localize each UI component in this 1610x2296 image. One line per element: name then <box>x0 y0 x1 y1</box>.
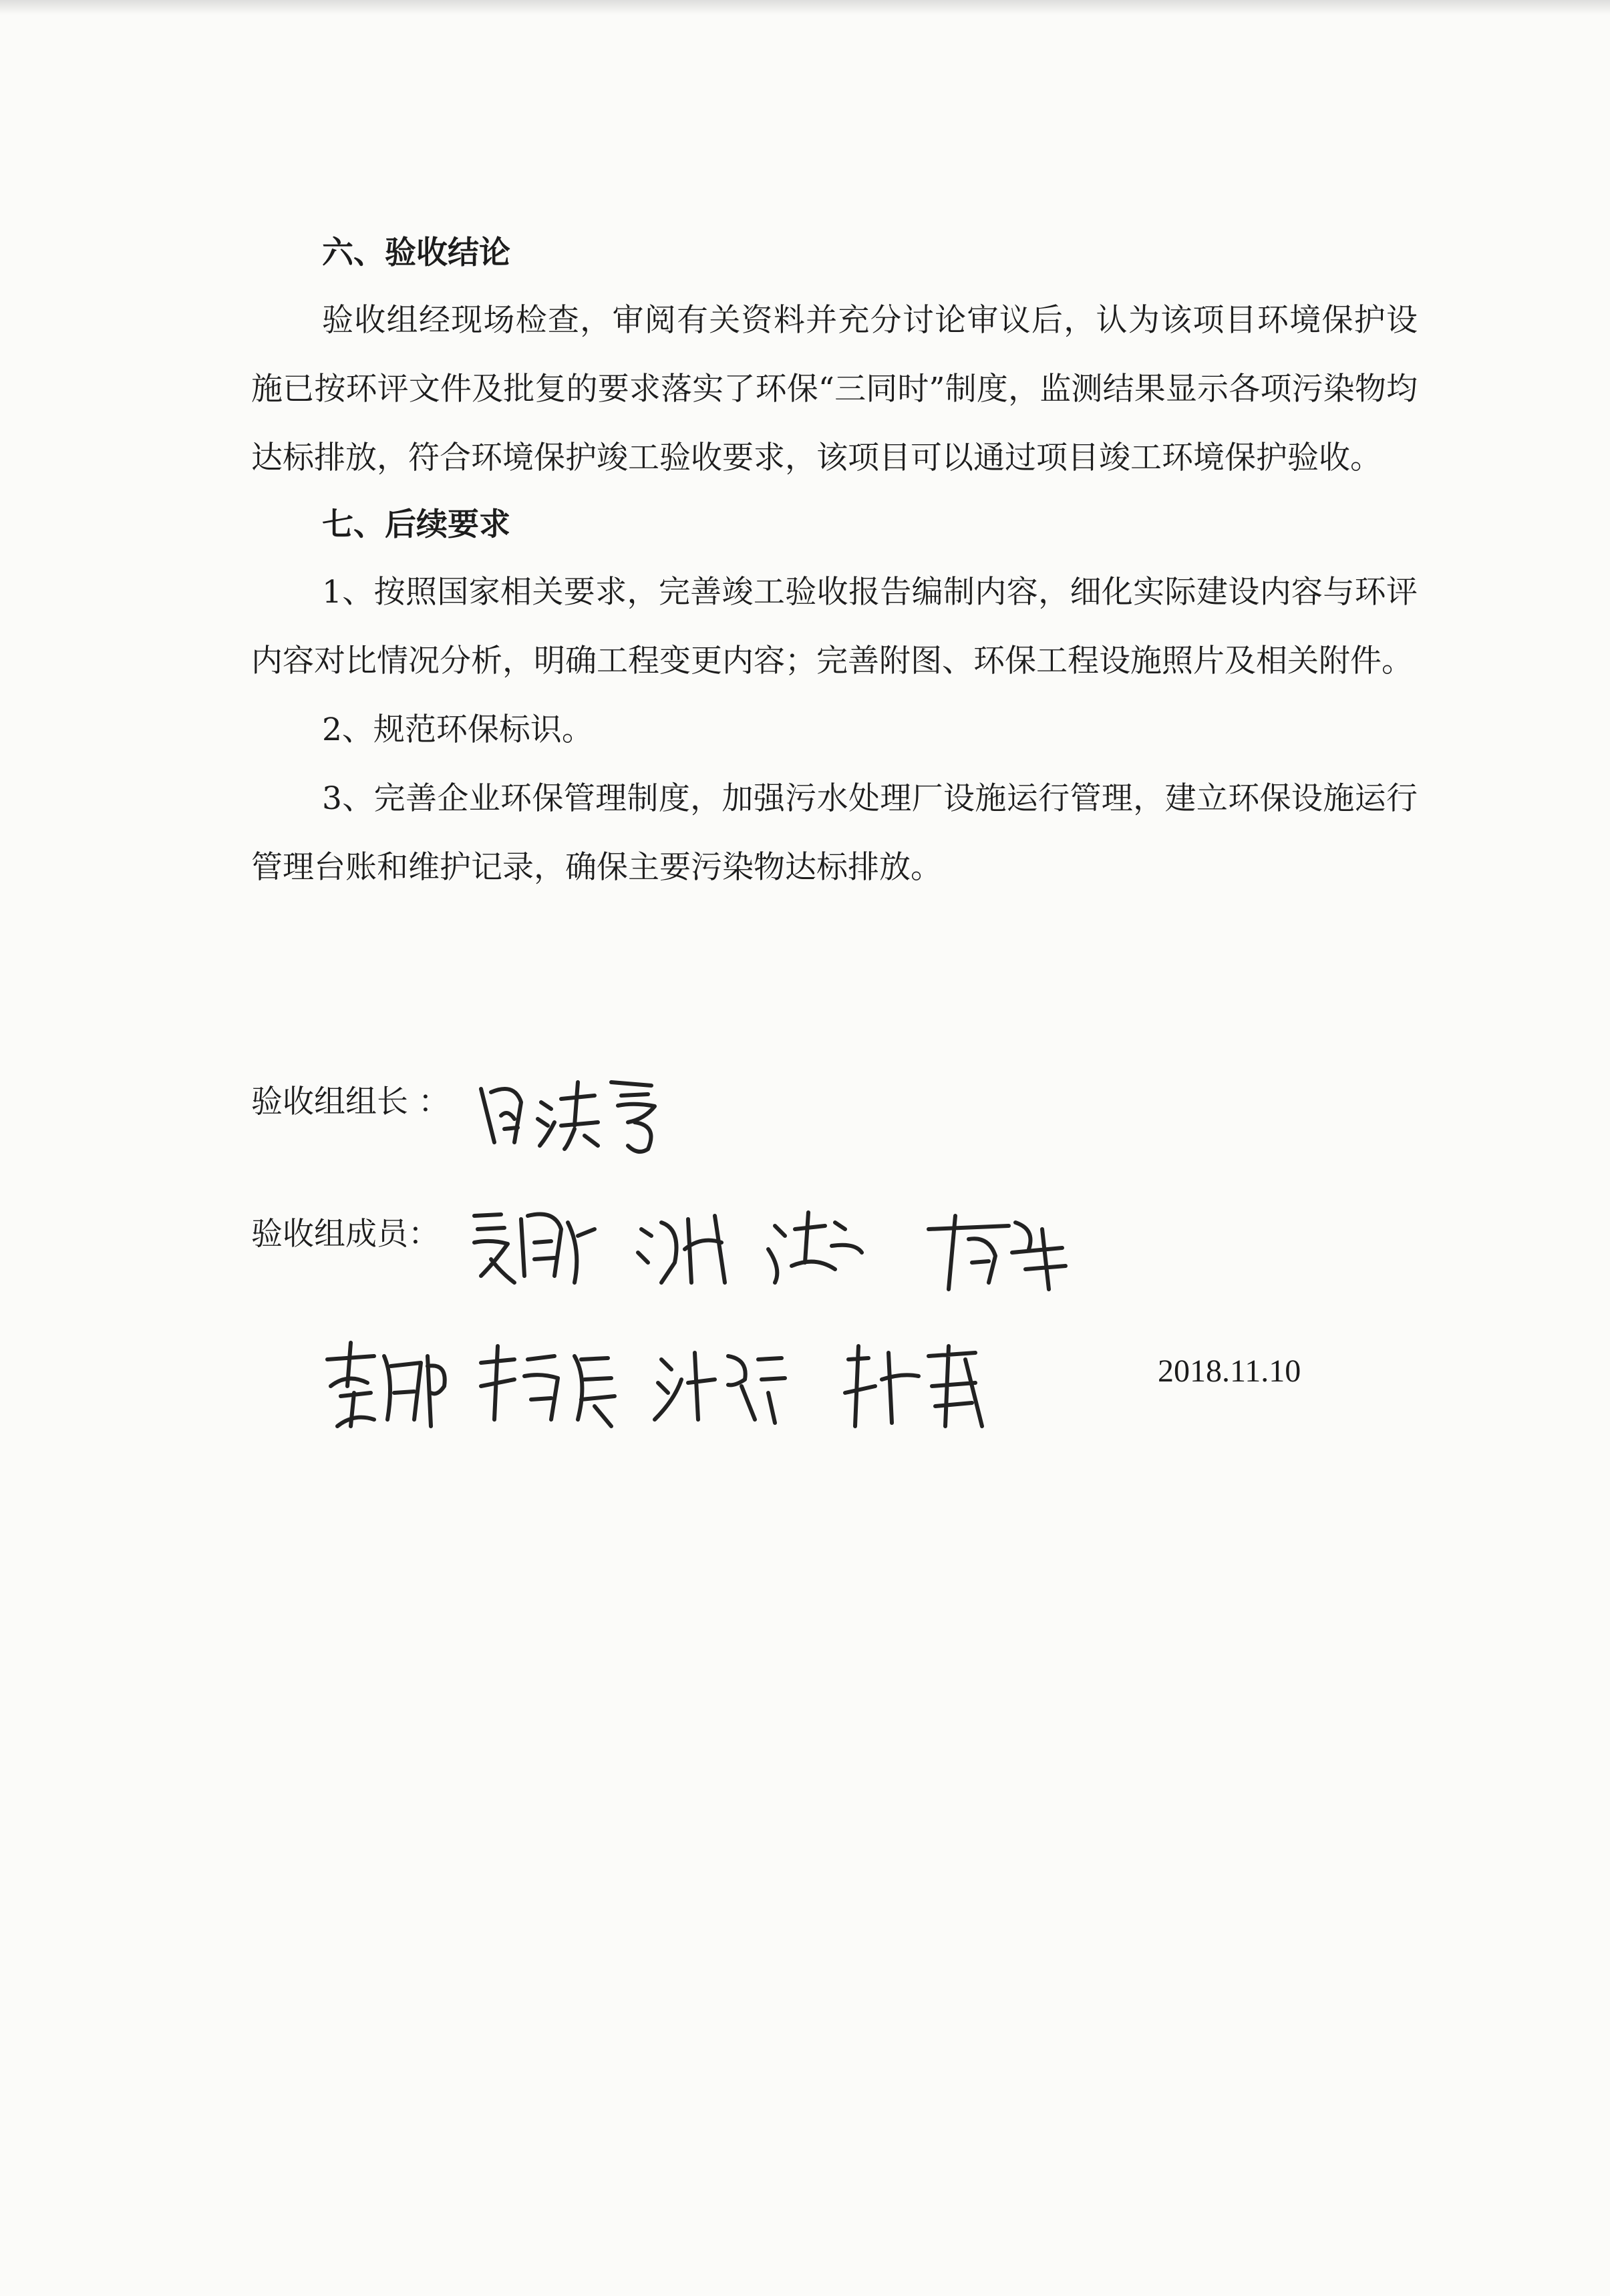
members-label: 验收组成员： <box>251 1216 440 1253</box>
followup-item-1: 1、按照国家相关要求，完善竣工验收报告编制内容，细化实际建设内容与环评内容对比情况分析，明确工程变更内容；完善附图、环保工程设施照片及相关附件。 <box>251 574 1418 679</box>
leader-label: 验收组组长 ： <box>251 1084 450 1120</box>
members-signatures-row1 <box>461 1189 1129 1309</box>
section-heading-followup: 七、后续要求 <box>322 506 510 543</box>
document-body <box>251 220 1418 902</box>
followup-item-3: 3、完善企业环保管理制度，加强污水处理厂设施运行管理，建立环保设施运行管理台账和维护记录，确保主要污染物达标排放。 <box>251 780 1418 886</box>
section-heading-conclusion: 六、验收结论 <box>322 234 510 271</box>
document-date: 2018.11.10 <box>1158 1353 1301 1389</box>
conclusion-paragraph: 验收组经现场检查，审阅有关资料并充分讨论审议后，认为该项目环境保护设施已按环评文件及批复的要求落实了环保“三同时”制度，监测结果显示各项污染物均达标排放，符合环境保护竣工验收要求，该项目可以通过项目竣工环境保护验收。 <box>251 302 1418 476</box>
leader-signature <box>468 1062 668 1162</box>
members-signatures-row2 <box>314 1326 1035 1440</box>
followup-item-2: 2、规范环保标识。 <box>322 711 593 748</box>
scan-edge-shadow <box>0 0 1610 15</box>
